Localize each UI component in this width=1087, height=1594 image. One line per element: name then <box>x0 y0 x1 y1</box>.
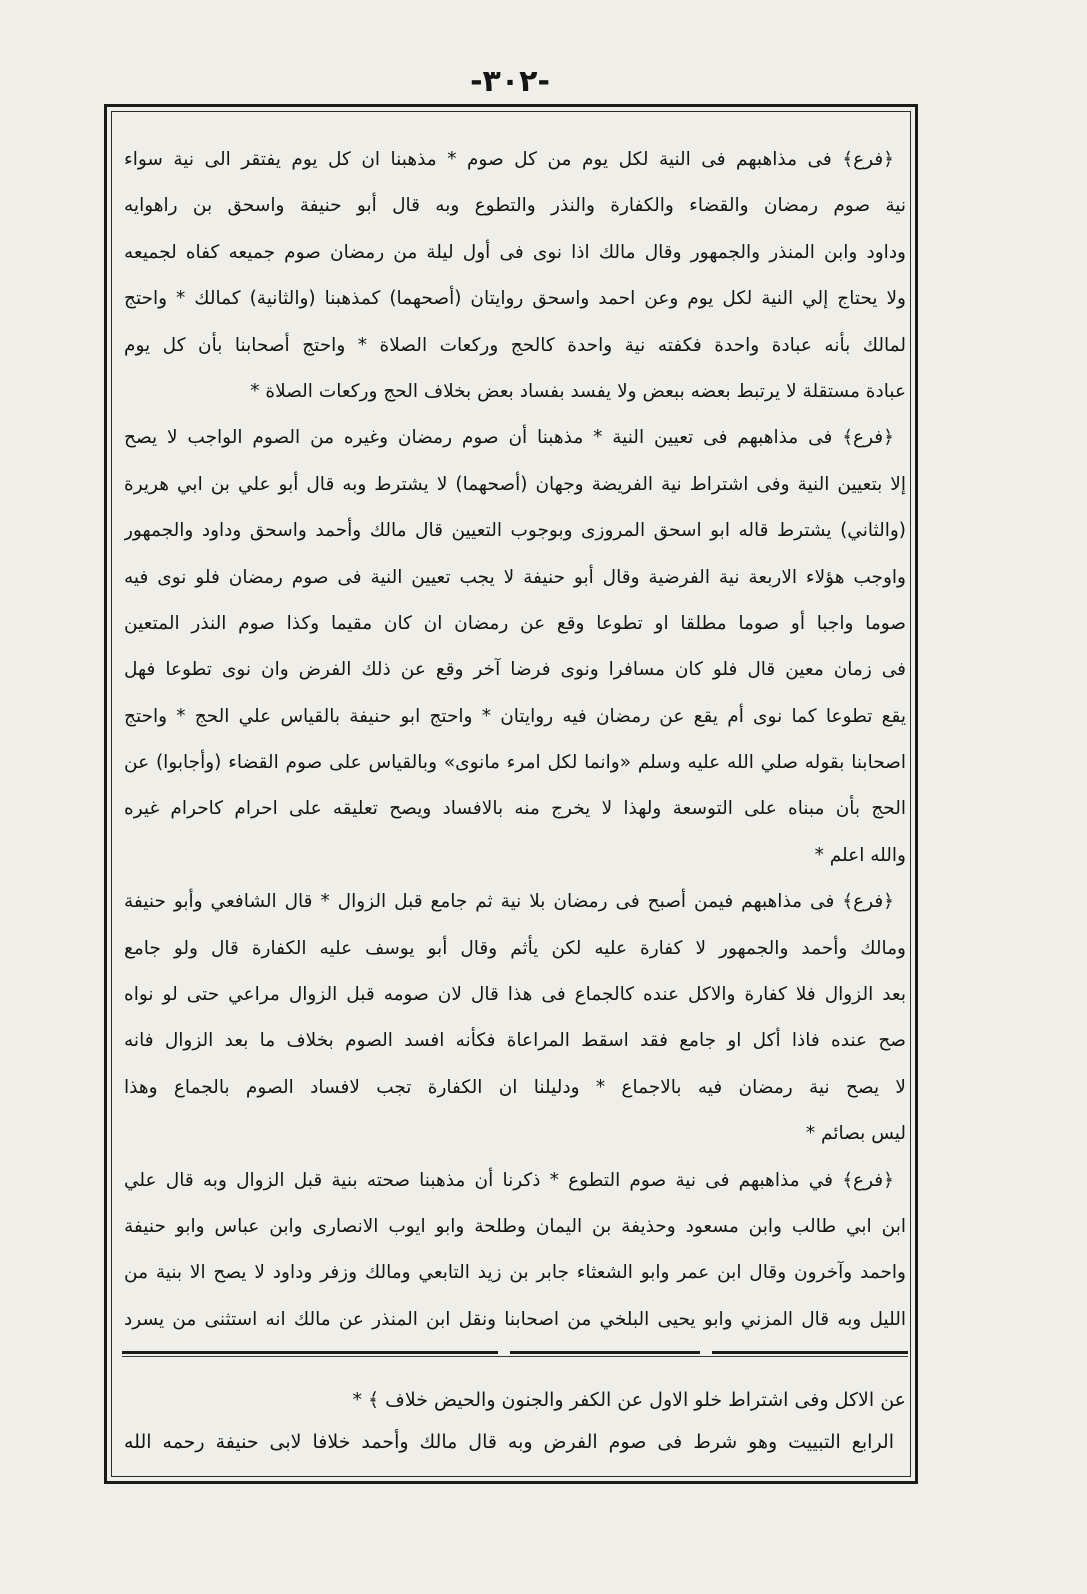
text-line: الليل وبه قال المزني وابو يحيى البلخي من اصحابنا ونقل ابن المنذر عن مالك انه استثنى من يسرد <box>124 1308 906 1330</box>
text-line: لمالك بأنه عبادة واحدة فكفته نية واحدة كالحج وركعات الصلاة * واحتج أصحابنا بأن كل يوم <box>124 334 906 356</box>
text-line: ابن ابي طالب وابن مسعود وحذيفة بن اليمان وطلحة وابو ايوب الانصارى وابن عباس وابو حنيفة <box>124 1215 906 1237</box>
text-line: ﴿فرع﴾ في مذاهبهم فى نية صوم التطوع * ذكرنا أن مذهبنا صحته بنية قبل الزوال وبه قال علي <box>124 1169 894 1191</box>
text-line: صح عنده فاذا أكل او جامع فقد اسقط المراعاة فكأنه افسد الصوم بخلاف ما بعد الزوال فانه <box>124 1030 906 1052</box>
text-line: واحمد وآخرون وقال ابن عمر وابو الشعثاء جابر بن زيد التابعي ومالك وزفر وداود لا يصح الا بنية من <box>124 1262 906 1284</box>
text-line: ﴿فرع﴾ فى مذاهبهم فيمن أصبح فى رمضان بلا نية ثم جامع قبل الزوال * قال الشافعي وأبو حنيفة <box>124 891 894 913</box>
footnote-divider <box>122 1351 908 1359</box>
text-line: ﴿فرع﴾ فى مذاهبهم فى تعيين النية * مذهبنا أن صوم رمضان وغيره من الصوم الواجب لا يصح <box>124 427 894 449</box>
text-line: نية صوم رمضان والقضاء والكفارة والنذر والتطوع وبه قال أبو حنيفة واسحق بن راهوايه <box>124 195 906 217</box>
text-line: لا يصح نية رمضان فيه بالاجماع * ودليلنا ان الكفارة تجب لافساد الصوم بالجماع وهذا <box>124 1076 906 1098</box>
text-line: فى زمان معين قال فلو كان مسافرا ونوى فرضا آخر وقع عن ذلك الفرض وان نوى تطوعا فهل <box>124 659 906 681</box>
text-line: وداود وابن المنذر والجمهور وقال مالك اذا نوى فى أول ليلة من رمضان صوم جميعه كفاه لجميعه <box>124 241 906 263</box>
footnote <box>124 1379 906 1463</box>
footnote-line: الرابع التبييت وهو شرط فى صوم الفرض وبه قال مالك وأحمد خلافا لابى حنيفة رحمه الله <box>124 1431 894 1453</box>
page-number: -٣٠٢- <box>470 64 550 99</box>
text-line: الحج بأن مبناه على التوسعة ولهذا لا يخرج منه بالافساد ويصح تعليقه على احرام كاحرام غيره <box>124 798 906 820</box>
footnote-line: عن الاكل وفى اشتراط خلو الاول عن الكفر والجنون والحيض خلاف ﴾ * <box>352 1389 906 1411</box>
text-line: يقع تطوعا كما نوى أم يقع عن رمضان فيه روايتان * واحتج ابو حنيفة بالقياس علي الحج * واحتج <box>124 705 906 727</box>
text-line: واوجب هؤلاء الاربعة نية الفرضية وقال أبو حنيفة لا يجب تعيين النية فى صوم رمضان فلو نوى فيه <box>124 566 906 588</box>
text-line: ولا يحتاج إلي النية لكل يوم وعن احمد واسحق روايتان (أصحهما) كمذهبنا (والثانية) كمالك * واحتج <box>124 288 906 310</box>
text-line: ومالك وأحمد والجمهور لا كفارة عليه لكن يأثم وقال أبو يوسف عليه الكفارة قال ولو جامع <box>124 937 906 959</box>
text-line: ﴿فرع﴾ فى مذاهبهم فى النية لكل يوم من كل صوم * مذهبنا ان كل يوم يفتقر الى نية سواء <box>124 149 894 170</box>
text-line: ليس بصائم * <box>805 1123 906 1145</box>
text-line: (والثاني) يشترط قاله ابو اسحق المروزى وبوجوب التعيين قال مالك وأحمد واسحق وداود والجمهور <box>124 520 906 542</box>
text-line: والله اعلم * <box>814 844 906 866</box>
text-line: اصحابنا بقوله صلي الله عليه وسلم «وانما لكل امرء مانوى» وبالقياس على صوم القضاء (وأجابوا) عن <box>124 752 906 774</box>
text-line: بعد الزوال فلا كفارة والاكل عنده كالجماع فى هذا قال لان صومه قبل الزوال مراعي حتى لو نواه <box>124 984 906 1006</box>
text-line: عبادة مستقلة لا يرتبط بعضه ببعض ولا يفسد بفساد بعض بخلاف الحج وركعات الصلاة * <box>250 380 906 402</box>
text-line: صوما واجبا أو صوما مطلقا او تطوعا وقع عن رمضان ان كان مقيما وكذا صوم النذر المتعين <box>124 612 906 634</box>
main-text <box>124 137 906 1343</box>
text-line: إلا بتعيين النية وفى اشتراط نية الفريضة وجهان (أصحهما) لا يشترط وبه قال أبو علي بن ابي هريرة <box>124 473 906 495</box>
